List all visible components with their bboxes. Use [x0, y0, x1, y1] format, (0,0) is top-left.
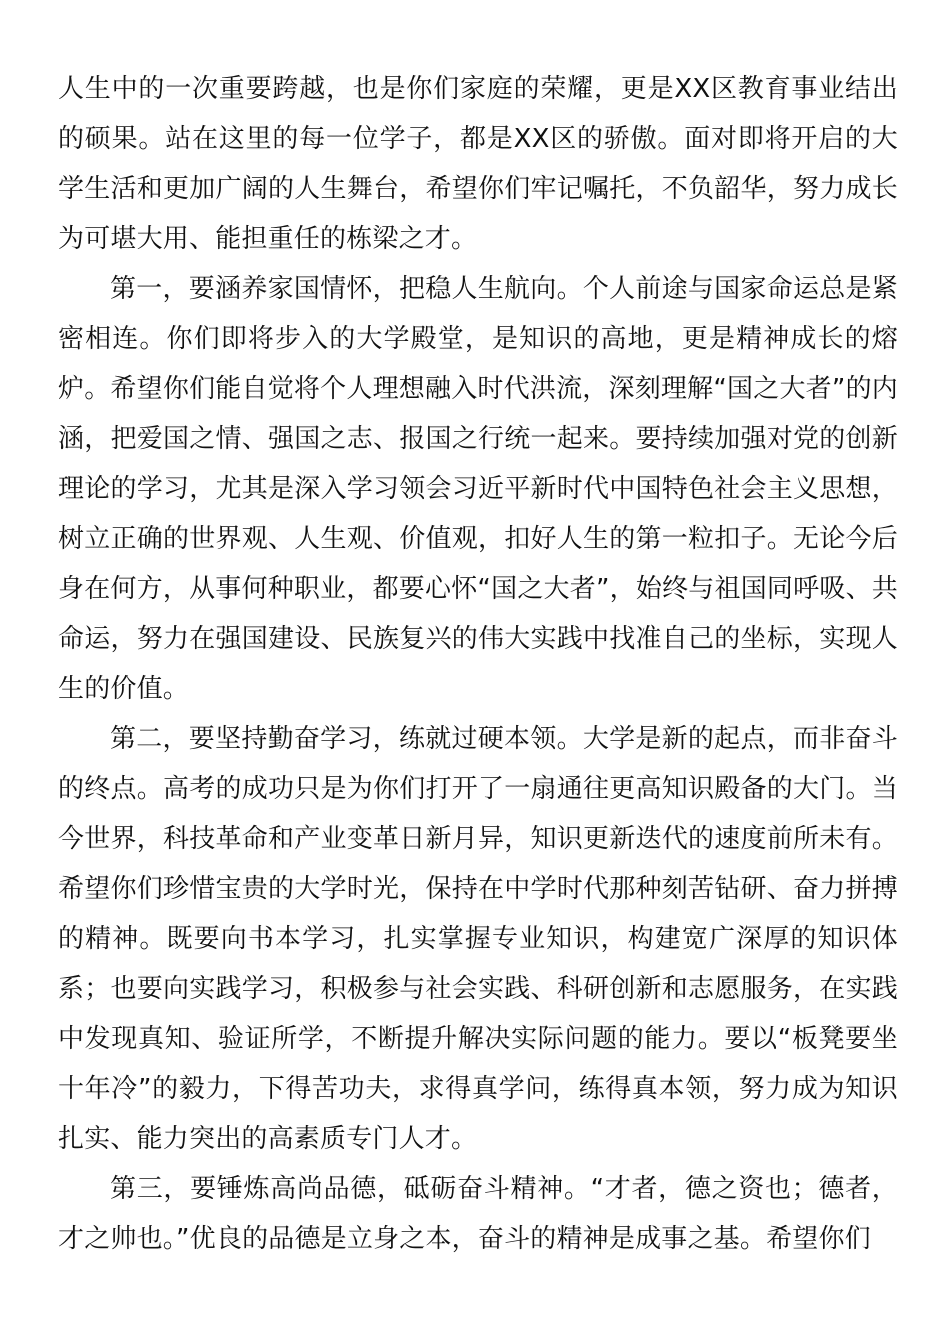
paragraph-second-point: 第二，要坚持勤奋学习，练就过硬本领。大学是新的起点，而非奋斗的终点。高考的成功只是为你们打开了一扇通往更高知识殿备的大门。当今世界，科技革命和产业变革日新月异，知识更新迭代的速度前所未有。希望你们珍惜宝贵的大学时光，保持在中学时代那种刻苦钻研、奋力拼搏的精神。既要向书本学习，扎实掌握专业知识，构建宽广深厚的知识体系；也要向实践学习，积极参与社会实践、科研创新和志愿服务，在实践中发现真知、验证所学，不断提升解决实际问题的能力。要以“板凳要坐十年冷”的毅力，下得苦功夫，求得真学问，练得真本领，努力成为知识扎实、能力突出的高素质专门人才。	[58, 724, 898, 1154]
document-body	[58, 64, 898, 1264]
paragraph-first-point: 第一，要涵养家国情怀，把稳人生航向。个人前途与国家命运总是紧密相连。你们即将步入的大学殿堂，是知识的高地，更是精神成长的熔炉。希望你们能自觉将个人理想融入时代洪流，深刻理解“国之大者”的内涵，把爱国之情、强国之志、报国之行统一起来。要持续加强对党的创新理论的学习，尤其是深入学习领会习近平新时代中国特色社会主义思想，树立正确的世界观、人生观、价值观，扣好人生的第一粒扣子。无论今后身在何方，从事何种职业，都要心怀“国之大者”，始终与祖国同呼吸、共命运，努力在强国建设、民族复兴的伟大实践中找准自己的坐标，实现人生的价值。	[58, 274, 898, 704]
paragraph-continuation: 人生中的一次重要跨越，也是你们家庭的荣耀，更是XX区教育事业结出的硕果。站在这里的每一位学子，都是XX区的骄傲。面对即将开启的大学生活和更加广阔的人生舞台，希望你们牢记嘱托，不负韶华，努力成长为可堪大用、能担重任的栋梁之才。	[58, 74, 898, 254]
paragraph-third-point: 第三，要锤炼高尚品德，砥砺奋斗精神。“才者，德之资也；德者，才之帅也。”优良的品德是立身之本，奋斗的精神是成事之基。希望你们	[58, 1174, 898, 1254]
